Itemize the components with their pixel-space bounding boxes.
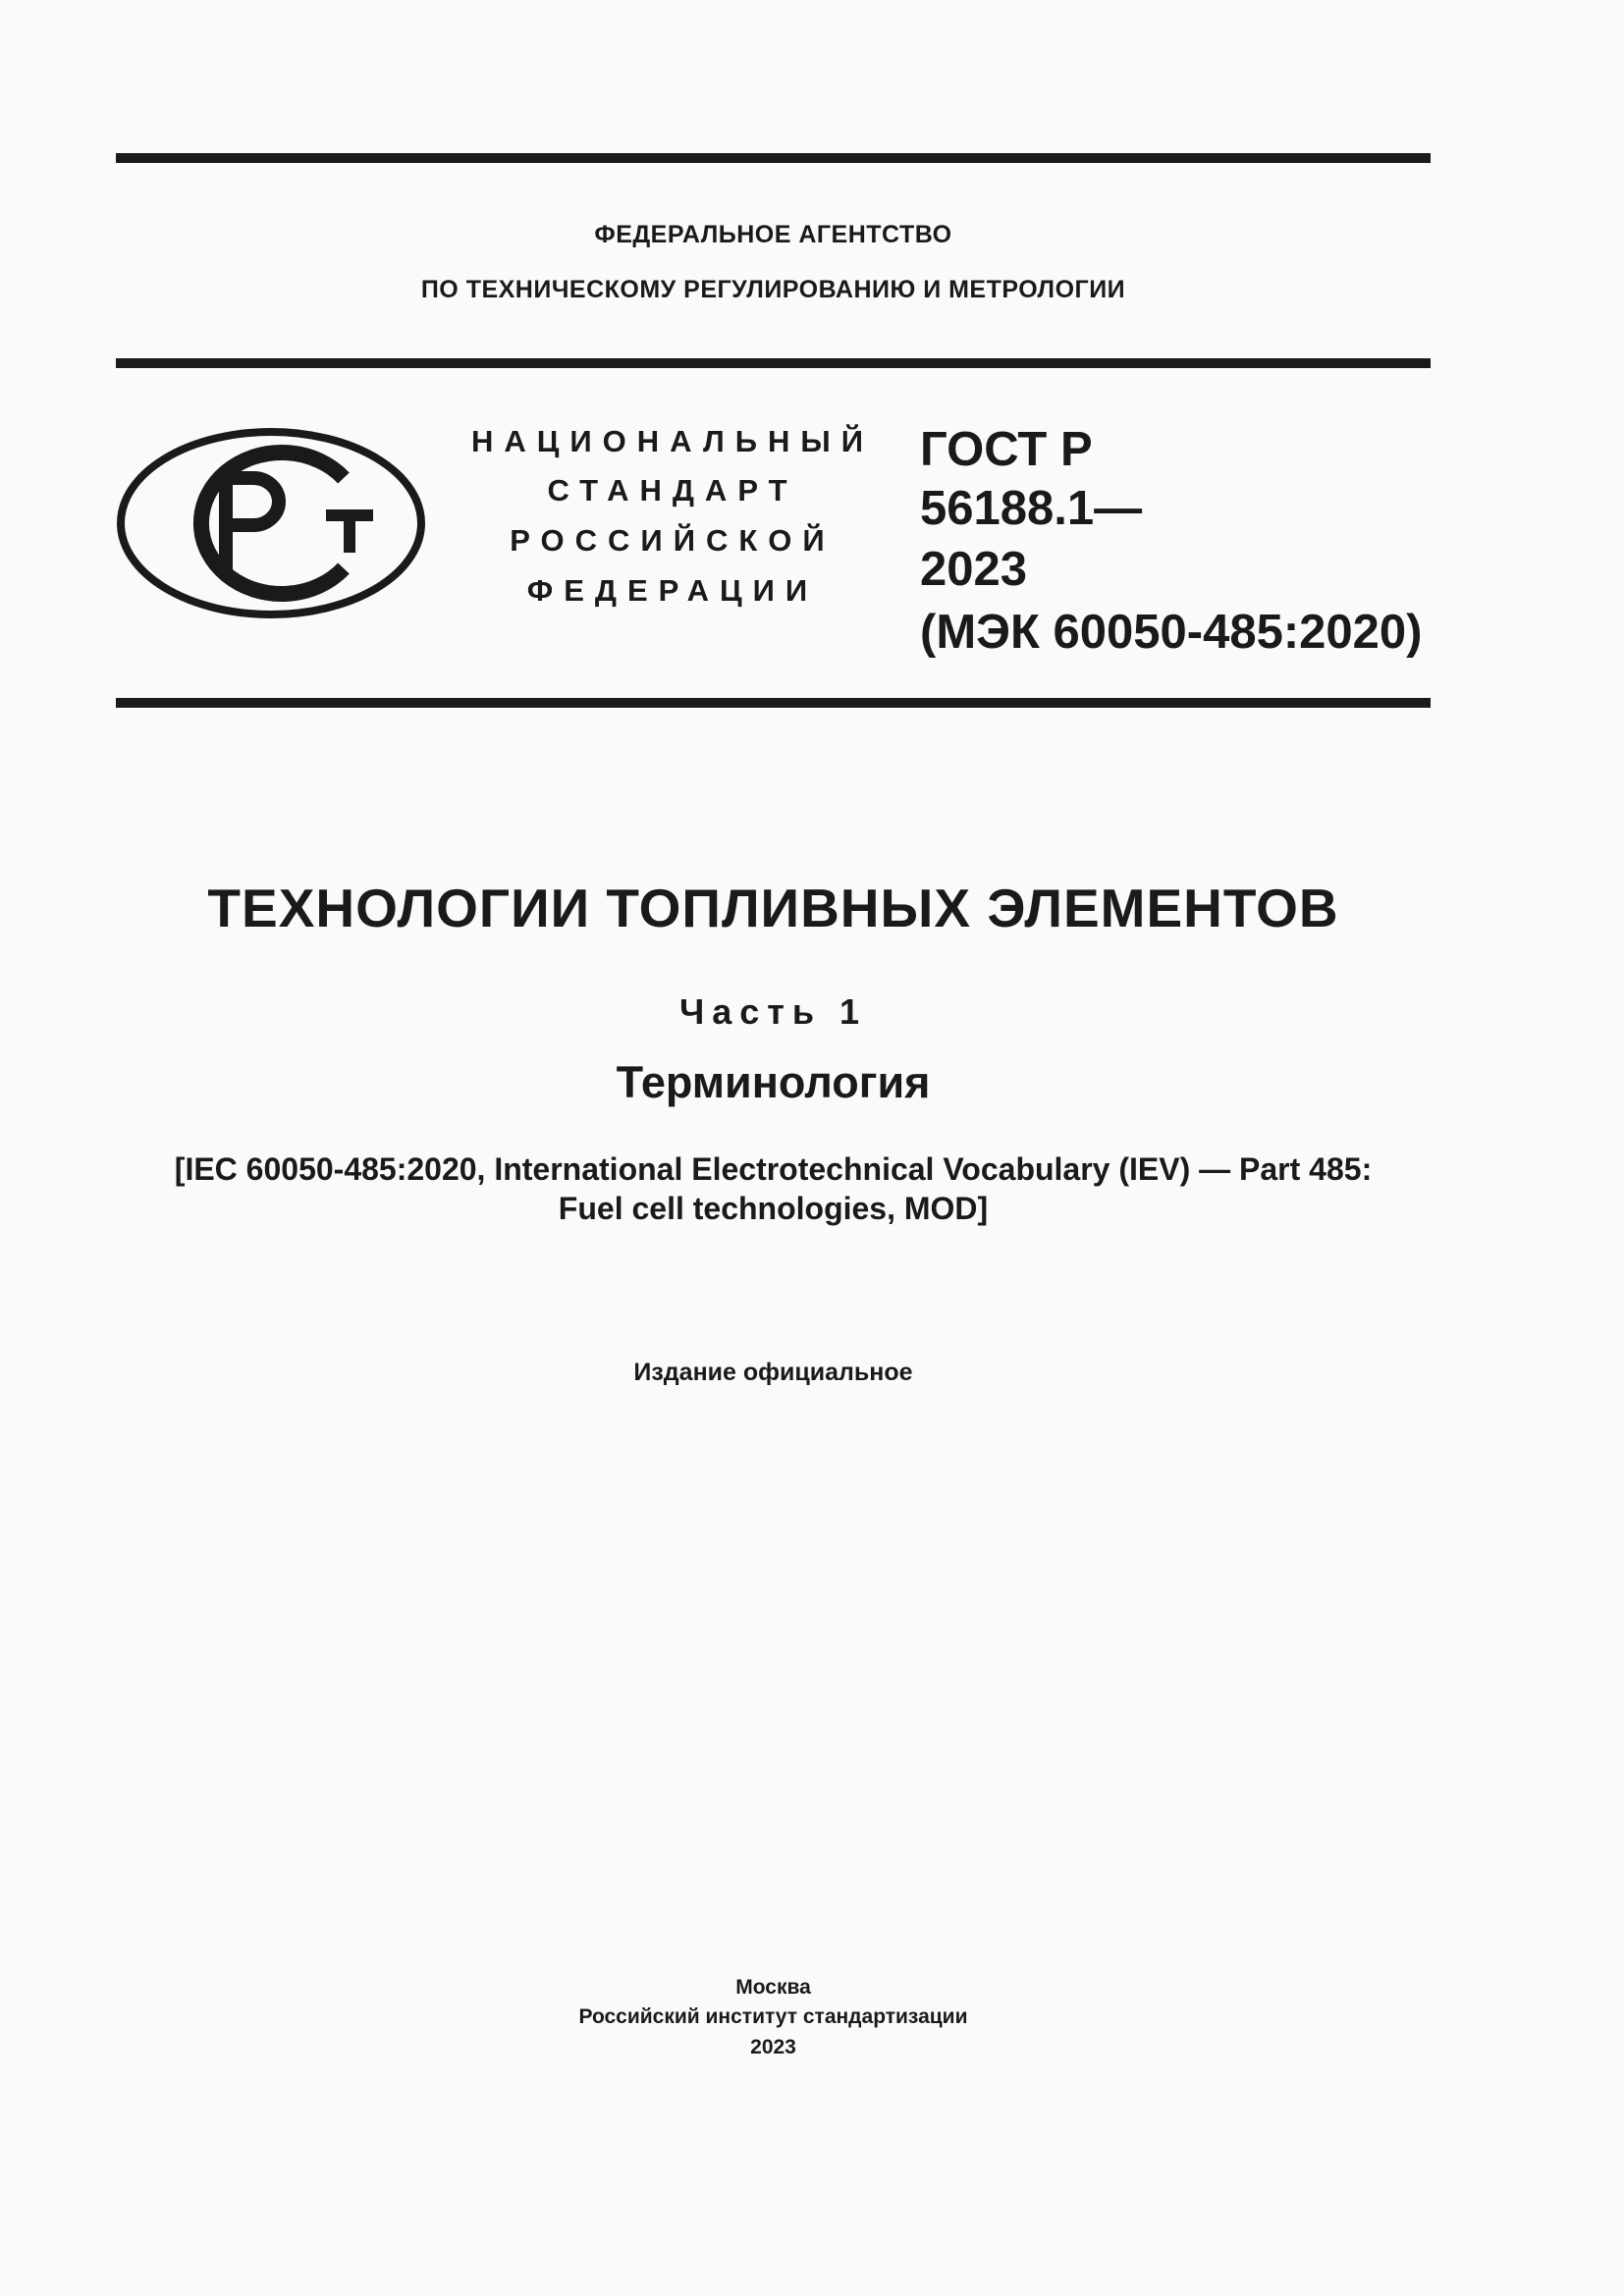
- standard-type-line-4: ФЕДЕРАЦИИ: [526, 573, 819, 608]
- imprint-publisher: Российский институт стандартизации: [578, 2005, 968, 2028]
- designation-line-1: ГОСТ Р: [920, 423, 1093, 476]
- agency-line-1: ФЕДЕРАЛЬНОЕ АГЕНТСТВО: [594, 221, 952, 248]
- document-subtitle: Терминология: [616, 1057, 931, 1107]
- rst-certification-mark-icon: [116, 427, 426, 619]
- edition-note: Издание официальное: [633, 1359, 913, 1386]
- designation-line-2: 56188.1—: [920, 482, 1143, 535]
- agency-rule: [116, 358, 1431, 368]
- top-rule: [116, 153, 1431, 163]
- imprint-city: Москва: [735, 1976, 811, 1999]
- designation-line-4: (МЭК 60050-485:2020): [920, 606, 1423, 659]
- international-reference-line-2: Fuel cell technologies, MOD]: [558, 1191, 989, 1226]
- designation-line-3: 2023: [920, 543, 1028, 596]
- standard-type-line-2: СТАНДАРТ: [547, 473, 798, 507]
- standard-type-line-1: НАЦИОНАЛЬНЫЙ: [470, 424, 875, 458]
- part-number: Часть 1: [678, 991, 868, 1032]
- international-reference-line-1: [IEC 60050-485:2020, International Electrotechnical Vocabulary (IEV) — Part 485:: [174, 1151, 1373, 1187]
- document-title: ТЕХНОЛОГИИ ТОПЛИВНЫХ ЭЛЕМЕНТОВ: [207, 878, 1339, 938]
- agency-line-2: ПО ТЕХНИЧЕСКОМУ РЕГУЛИРОВАНИЮ И МЕТРОЛОГИИ: [420, 276, 1126, 303]
- header-bottom-rule: [116, 698, 1431, 708]
- imprint-year: 2023: [750, 2036, 796, 2058]
- standard-type-line-3: РОССИЙСКОЙ: [510, 523, 836, 558]
